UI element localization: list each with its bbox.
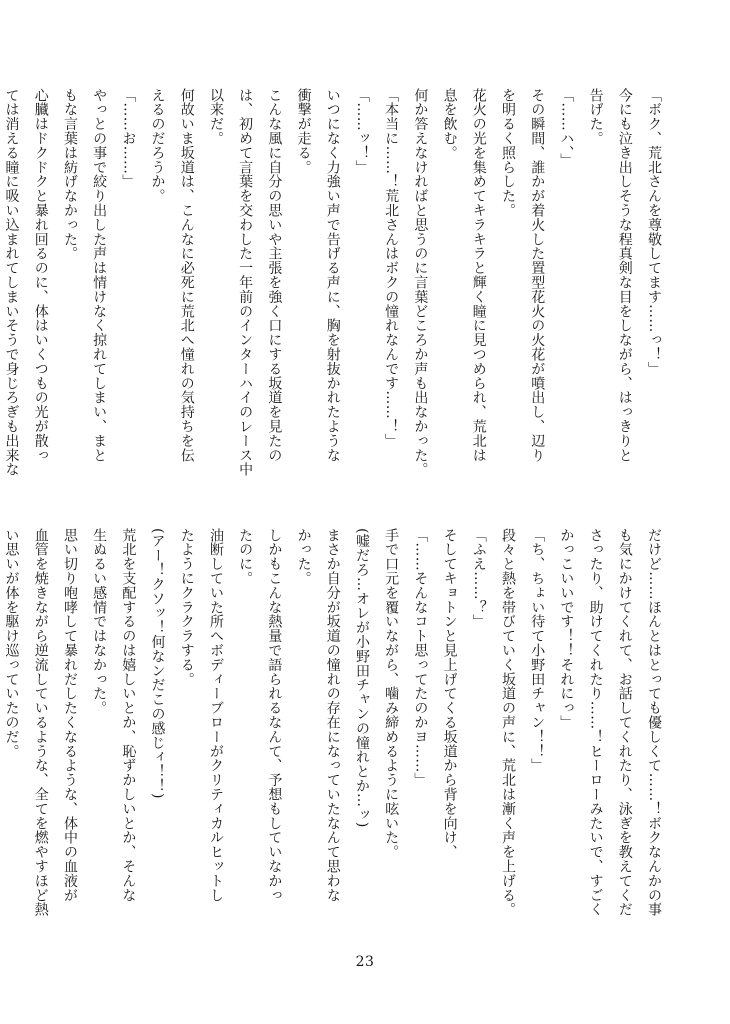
text-line: えるのだろうか。 — [149, 88, 166, 204]
text-line: 告げた。 — [587, 88, 604, 146]
text-line: 「本当に……！荒北さんはボクの憧れなんです……！」 — [383, 88, 400, 448]
text-line: まさか自分が坂道の憧れの存在になっていたなんて思わな — [324, 528, 341, 903]
text-line: だけど……ほんとはとっても優しくて……！ボクなんかの事 — [646, 528, 662, 917]
text-line: こんな風に自分の思いや主張を強く口にする坂道を見たの — [266, 88, 283, 463]
text-line: その瞬間、誰かが着火した置型花火の火花が噴出し、辺り — [529, 88, 546, 463]
page-number: 23 — [355, 954, 375, 970]
text-line: 段々と熱を帯びていく坂道の声に、荒北は漸く声を上げる。 — [499, 528, 516, 917]
text-line: さったり、助けてくれたり……！ヒーローみたいで、すごく — [587, 528, 604, 917]
text-line: しかもこんな熱量で語られるなんて、予想もしていなかっ — [266, 528, 283, 903]
text-line: 「……ッ！」 — [353, 88, 370, 175]
text-line: 「ち、ちょい待て小野田チャン！！」 — [529, 528, 546, 773]
text-line: は、初めて言葉を交わした一年前のインターハイのレース中 — [237, 88, 254, 477]
text-line: 花火の光を集めてキラキラと輝く瞳に見つめられ、荒北は — [470, 88, 487, 463]
text-line: を明るく照らした。 — [499, 88, 516, 218]
text-line: 「……そんなコト思ってたのかヨ……」 — [412, 528, 429, 788]
text-line: 油断していた所へボディーブローがクリティカルヒットし — [207, 528, 224, 903]
text-line: かった。 — [295, 528, 312, 586]
text-line: 思い切り咆哮して暴れだしたくなるような、体中の血液が — [61, 528, 78, 903]
text-line: もな言葉は紡げなかった。 — [61, 88, 78, 261]
text-line: い思いが体を駆け巡っていたのだ。 — [3, 528, 20, 759]
text-line: 「ボク、荒北さんを尊敬してます……っ！」 — [646, 88, 662, 376]
text-line: かっこいいです！！それにっ」 — [558, 528, 575, 730]
text-line: 血管を焼きながら逆流しているような、全てを燃やすほど熱 — [32, 528, 49, 917]
text-line: 以来だ。 — [207, 88, 224, 146]
text-line: たようにクラクラする。 — [178, 528, 195, 687]
text-line: いつになく力強い声で告げる声に、胸を射抜かれたような — [324, 88, 341, 463]
text-line: やっとの事で絞り出した声は情けなく掠れてしまい、まと — [91, 88, 108, 463]
text-line: (嘘だろ…オレが小野田チャンの憧れとか…ッ) — [353, 528, 370, 828]
text-line: 手で口元を覆いながら、噛み締めるように呟いた。 — [383, 528, 400, 860]
upper-text-column — [3, 88, 668, 508]
text-line: そしてキョトンと見上げてくる坂道から背を向け、 — [441, 528, 458, 860]
text-line: 衝撃が走る。 — [295, 88, 312, 175]
text-line: 荒北を支配するのは嬉しいとか、恥ずかしいとか、そんな — [120, 528, 137, 903]
text-line: 息を飲む。 — [441, 88, 458, 160]
text-line: 今にも泣き出しそうな程真剣な目をしながら、はっきりと — [616, 88, 633, 463]
lower-text-column — [3, 528, 668, 948]
text-line: 心臓はドクドクと暴れ回るのに、体はいくつもの光が散っ — [32, 88, 49, 463]
text-line: たのに。 — [237, 528, 254, 586]
text-line: (アー！クソッ！何なンだこの感じィ！！) — [149, 528, 166, 799]
text-line: 「……ハ、」 — [558, 88, 575, 168]
text-line: 生ぬるい感情ではなかった。 — [91, 528, 108, 716]
text-line: も気にかけてくれて、お話してくれたり、泳ぎを教えてくだ — [616, 528, 633, 917]
text-line: 「……お……」 — [120, 88, 137, 189]
text-line: 何か答えなければと思うのに言葉どころか声も出なかった。 — [412, 88, 429, 477]
text-line: 「ふえ……？」 — [470, 528, 487, 629]
text-line: ては消える瞳に吸い込まれてしまいそうで身じろぎも出来な — [3, 88, 20, 477]
text-line: 何故いま坂道は、こんなに必死に荒北へ憧れの気持ちを伝 — [178, 88, 195, 463]
